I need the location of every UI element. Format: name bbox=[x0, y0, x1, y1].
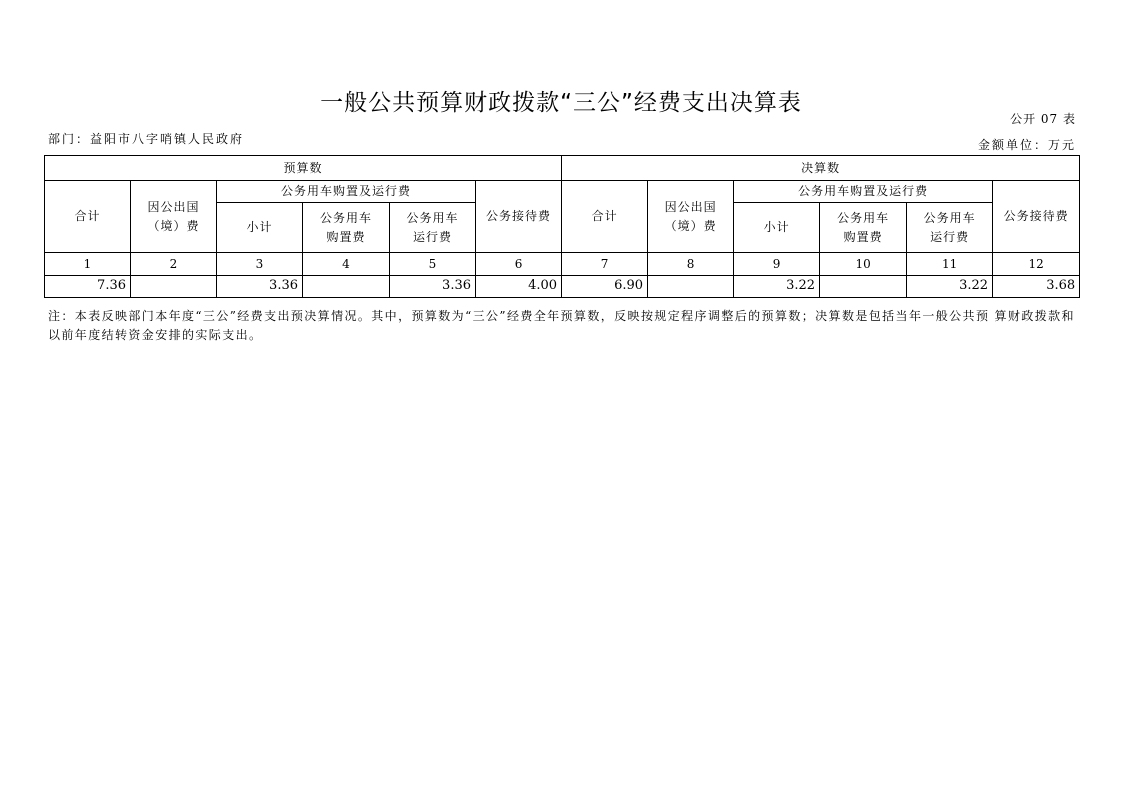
three-public-expenses-table bbox=[44, 155, 1080, 298]
final-abroad-header bbox=[648, 181, 734, 253]
budget-total-value: 7.36 bbox=[45, 276, 131, 298]
final-total-header: 合计 bbox=[562, 181, 648, 253]
index-cell: 6 bbox=[476, 253, 562, 276]
budget-vehicle-purchase-label: 公务用车购置费 bbox=[319, 210, 372, 244]
index-cell: 9 bbox=[734, 253, 820, 276]
final-reception-value: 3.68 bbox=[993, 276, 1080, 298]
index-cell: 2 bbox=[131, 253, 217, 276]
index-cell: 4 bbox=[303, 253, 390, 276]
index-cell: 1 bbox=[45, 253, 131, 276]
final-vehicle-purchase-header bbox=[820, 203, 907, 253]
budget-vehicle-purchase-value bbox=[303, 276, 390, 298]
final-abroad-value bbox=[648, 276, 734, 298]
amount-unit-label: 金额单位：万元 bbox=[977, 138, 1076, 152]
final-group-header: 决算数 bbox=[562, 156, 1080, 181]
final-vehicle-purchase-value bbox=[820, 276, 907, 298]
index-cell: 10 bbox=[820, 253, 907, 276]
index-cell: 7 bbox=[562, 253, 648, 276]
budget-vehicle-operation-header bbox=[390, 203, 476, 253]
budget-vehicle-group-header: 公务用车购置及运行费 bbox=[217, 181, 476, 203]
index-cell: 11 bbox=[907, 253, 993, 276]
page-title: 一般公共预算财政拨款“三公”经费支出决算表 bbox=[320, 90, 802, 116]
final-vehicle-group-header: 公务用车购置及运行费 bbox=[734, 181, 993, 203]
index-cell: 12 bbox=[993, 253, 1080, 276]
table-index-row bbox=[45, 253, 1080, 276]
index-cell: 8 bbox=[648, 253, 734, 276]
final-vehicle-subtotal-value: 3.22 bbox=[734, 276, 820, 298]
final-subtotal-header: 小计 bbox=[734, 203, 820, 253]
final-vehicle-operation-header bbox=[907, 203, 993, 253]
table-header-row-1 bbox=[45, 156, 1080, 181]
budget-vehicle-operation-label: 公务用车运行费 bbox=[406, 210, 459, 244]
budget-vehicle-operation-value: 3.36 bbox=[390, 276, 476, 298]
form-number: 公开 07 表 bbox=[1010, 112, 1076, 126]
table-value-row bbox=[45, 276, 1080, 298]
final-total-value: 6.90 bbox=[562, 276, 648, 298]
final-vehicle-operation-label: 公务用车运行费 bbox=[923, 210, 976, 244]
table-header-row-2 bbox=[45, 181, 1080, 203]
budget-reception-header: 公务接待费 bbox=[476, 181, 562, 253]
budget-abroad-header bbox=[131, 181, 217, 253]
budget-group-header: 预算数 bbox=[45, 156, 562, 181]
final-vehicle-operation-value: 3.22 bbox=[907, 276, 993, 298]
final-reception-header: 公务接待费 bbox=[993, 181, 1080, 253]
budget-abroad-header-label: 因公出国（境）费 bbox=[147, 199, 200, 233]
budget-total-header: 合计 bbox=[45, 181, 131, 253]
budget-vehicle-purchase-header bbox=[303, 203, 390, 253]
budget-reception-value: 4.00 bbox=[476, 276, 562, 298]
table-footnote: 注：本表反映部门本年度“三公”经费支出预决算情况。其中，预算数为“三公”经费全年预算数，反映按规定程序调整后的预算数；决算数是包括当年一般公共预 算财政拨款和以前年度结转资金安排的实际支出。 bbox=[48, 309, 1075, 342]
index-cell: 5 bbox=[390, 253, 476, 276]
department-label: 部门：益阳市八字哨镇人民政府 bbox=[48, 132, 245, 146]
budget-abroad-value bbox=[131, 276, 217, 298]
final-vehicle-purchase-label: 公务用车购置费 bbox=[837, 210, 890, 244]
budget-subtotal-header: 小计 bbox=[217, 203, 303, 253]
budget-vehicle-subtotal-value: 3.36 bbox=[217, 276, 303, 298]
index-cell: 3 bbox=[217, 253, 303, 276]
final-abroad-header-label: 因公出国（境）费 bbox=[664, 199, 717, 233]
